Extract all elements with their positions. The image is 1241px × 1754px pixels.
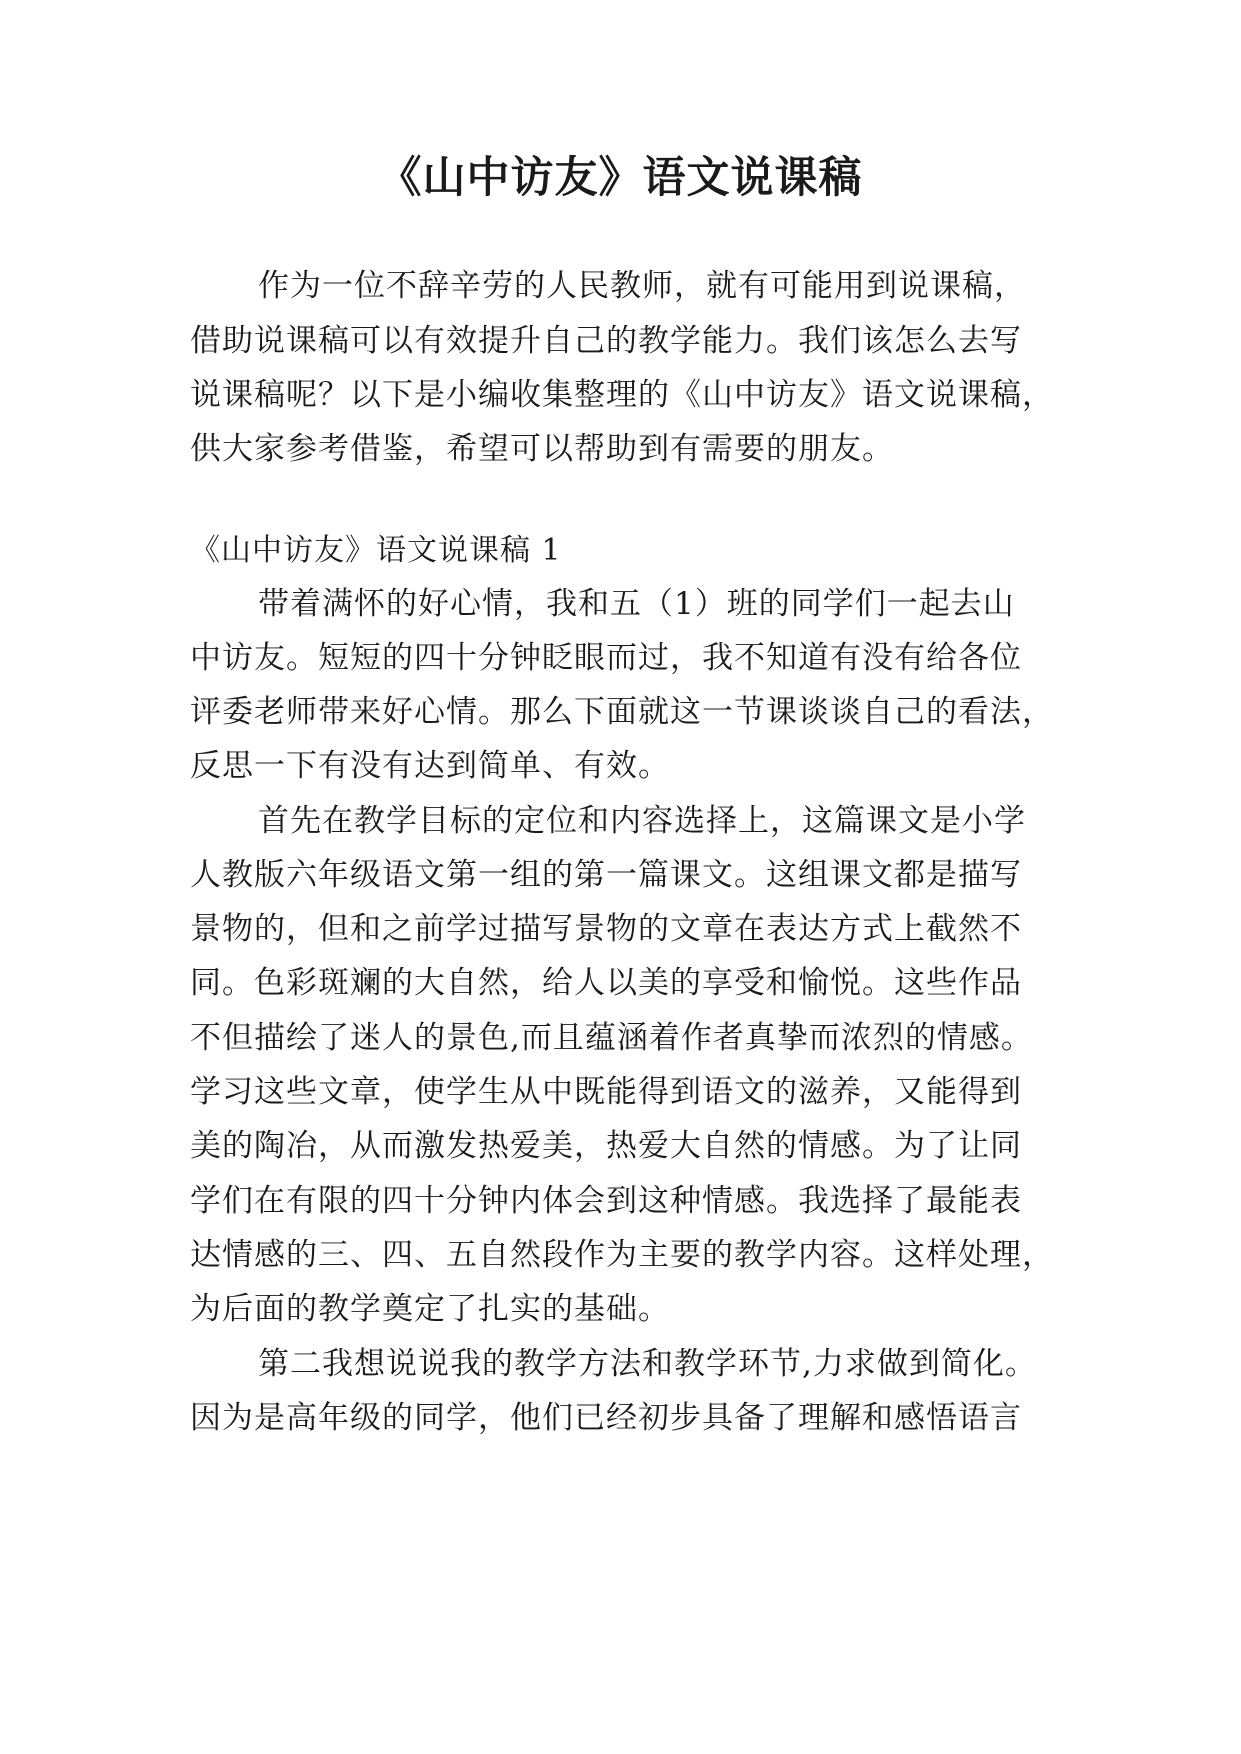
intro-line: 供大家参考借鉴，希望可以帮助到有需要的朋友。 (190, 431, 894, 467)
intro-line: 作为一位不辞辛劳的人民教师，就有可能用到说课稿， (258, 268, 1026, 304)
paragraph-line: 第二我想说说我的教学方法和教学环节,力求做到简化。 (258, 1346, 1037, 1382)
document-title: 《山中访友》语文说课稿 (378, 153, 863, 203)
paragraph-line: 学习这些文章，使学生从中既能得到语文的滋养，又能得到 (190, 1074, 1022, 1110)
paragraph-line: 不但描绘了迷人的景色,而且蕴涵着作者真挚而浓烈的情感。 (190, 1020, 1033, 1056)
paragraph-line: 为后面的教学奠定了扎实的基础。 (190, 1291, 670, 1327)
paragraph-line: 人教版六年级语文第一组的第一篇课文。这组课文都是描写 (190, 857, 1022, 893)
paragraph-line: 首先在教学目标的定位和内容选择上，这篇课文是小学 (258, 803, 1026, 839)
intro-line: 说课稿呢？以下是小编收集整理的《山中访友》语文说课稿， (190, 377, 1054, 413)
paragraph-line: 评委老师带来好心情。那么下面就这一节课谈谈自己的看法， (190, 694, 1054, 730)
paragraph-line: 美的陶冶，从而激发热爱美，热爱大自然的情感。为了让同 (190, 1128, 1022, 1164)
paragraph-line: 达情感的三、四、五自然段作为主要的教学内容。这样处理， (190, 1237, 1054, 1273)
intro-line: 借助说课稿可以有效提升自己的教学能力。我们该怎么去写 (190, 323, 1022, 359)
section-heading: 《山中访友》语文说课稿 1 (190, 533, 562, 568)
paragraph-line: 中访友。短短的四十分钟眨眼而过，我不知道有没有给各位 (190, 640, 1022, 676)
paragraph-line: 带着满怀的好心情，我和五（1）班的同学们一起去山 (258, 586, 1015, 622)
paragraph-line: 反思一下有没有达到简单、有效。 (190, 748, 670, 784)
paragraph-line: 学们在有限的四十分钟内体会到这种情感。我选择了最能表 (190, 1183, 1022, 1219)
paragraph-line: 因为是高年级的同学，他们已经初步具备了理解和感悟语言 (190, 1400, 1022, 1436)
paragraph-line: 同。色彩斑斓的大自然，给人以美的享受和愉悦。这些作品 (190, 965, 1022, 1001)
paragraph-line: 景物的，但和之前学过描写景物的文章在表达方式上截然不 (190, 911, 1022, 947)
